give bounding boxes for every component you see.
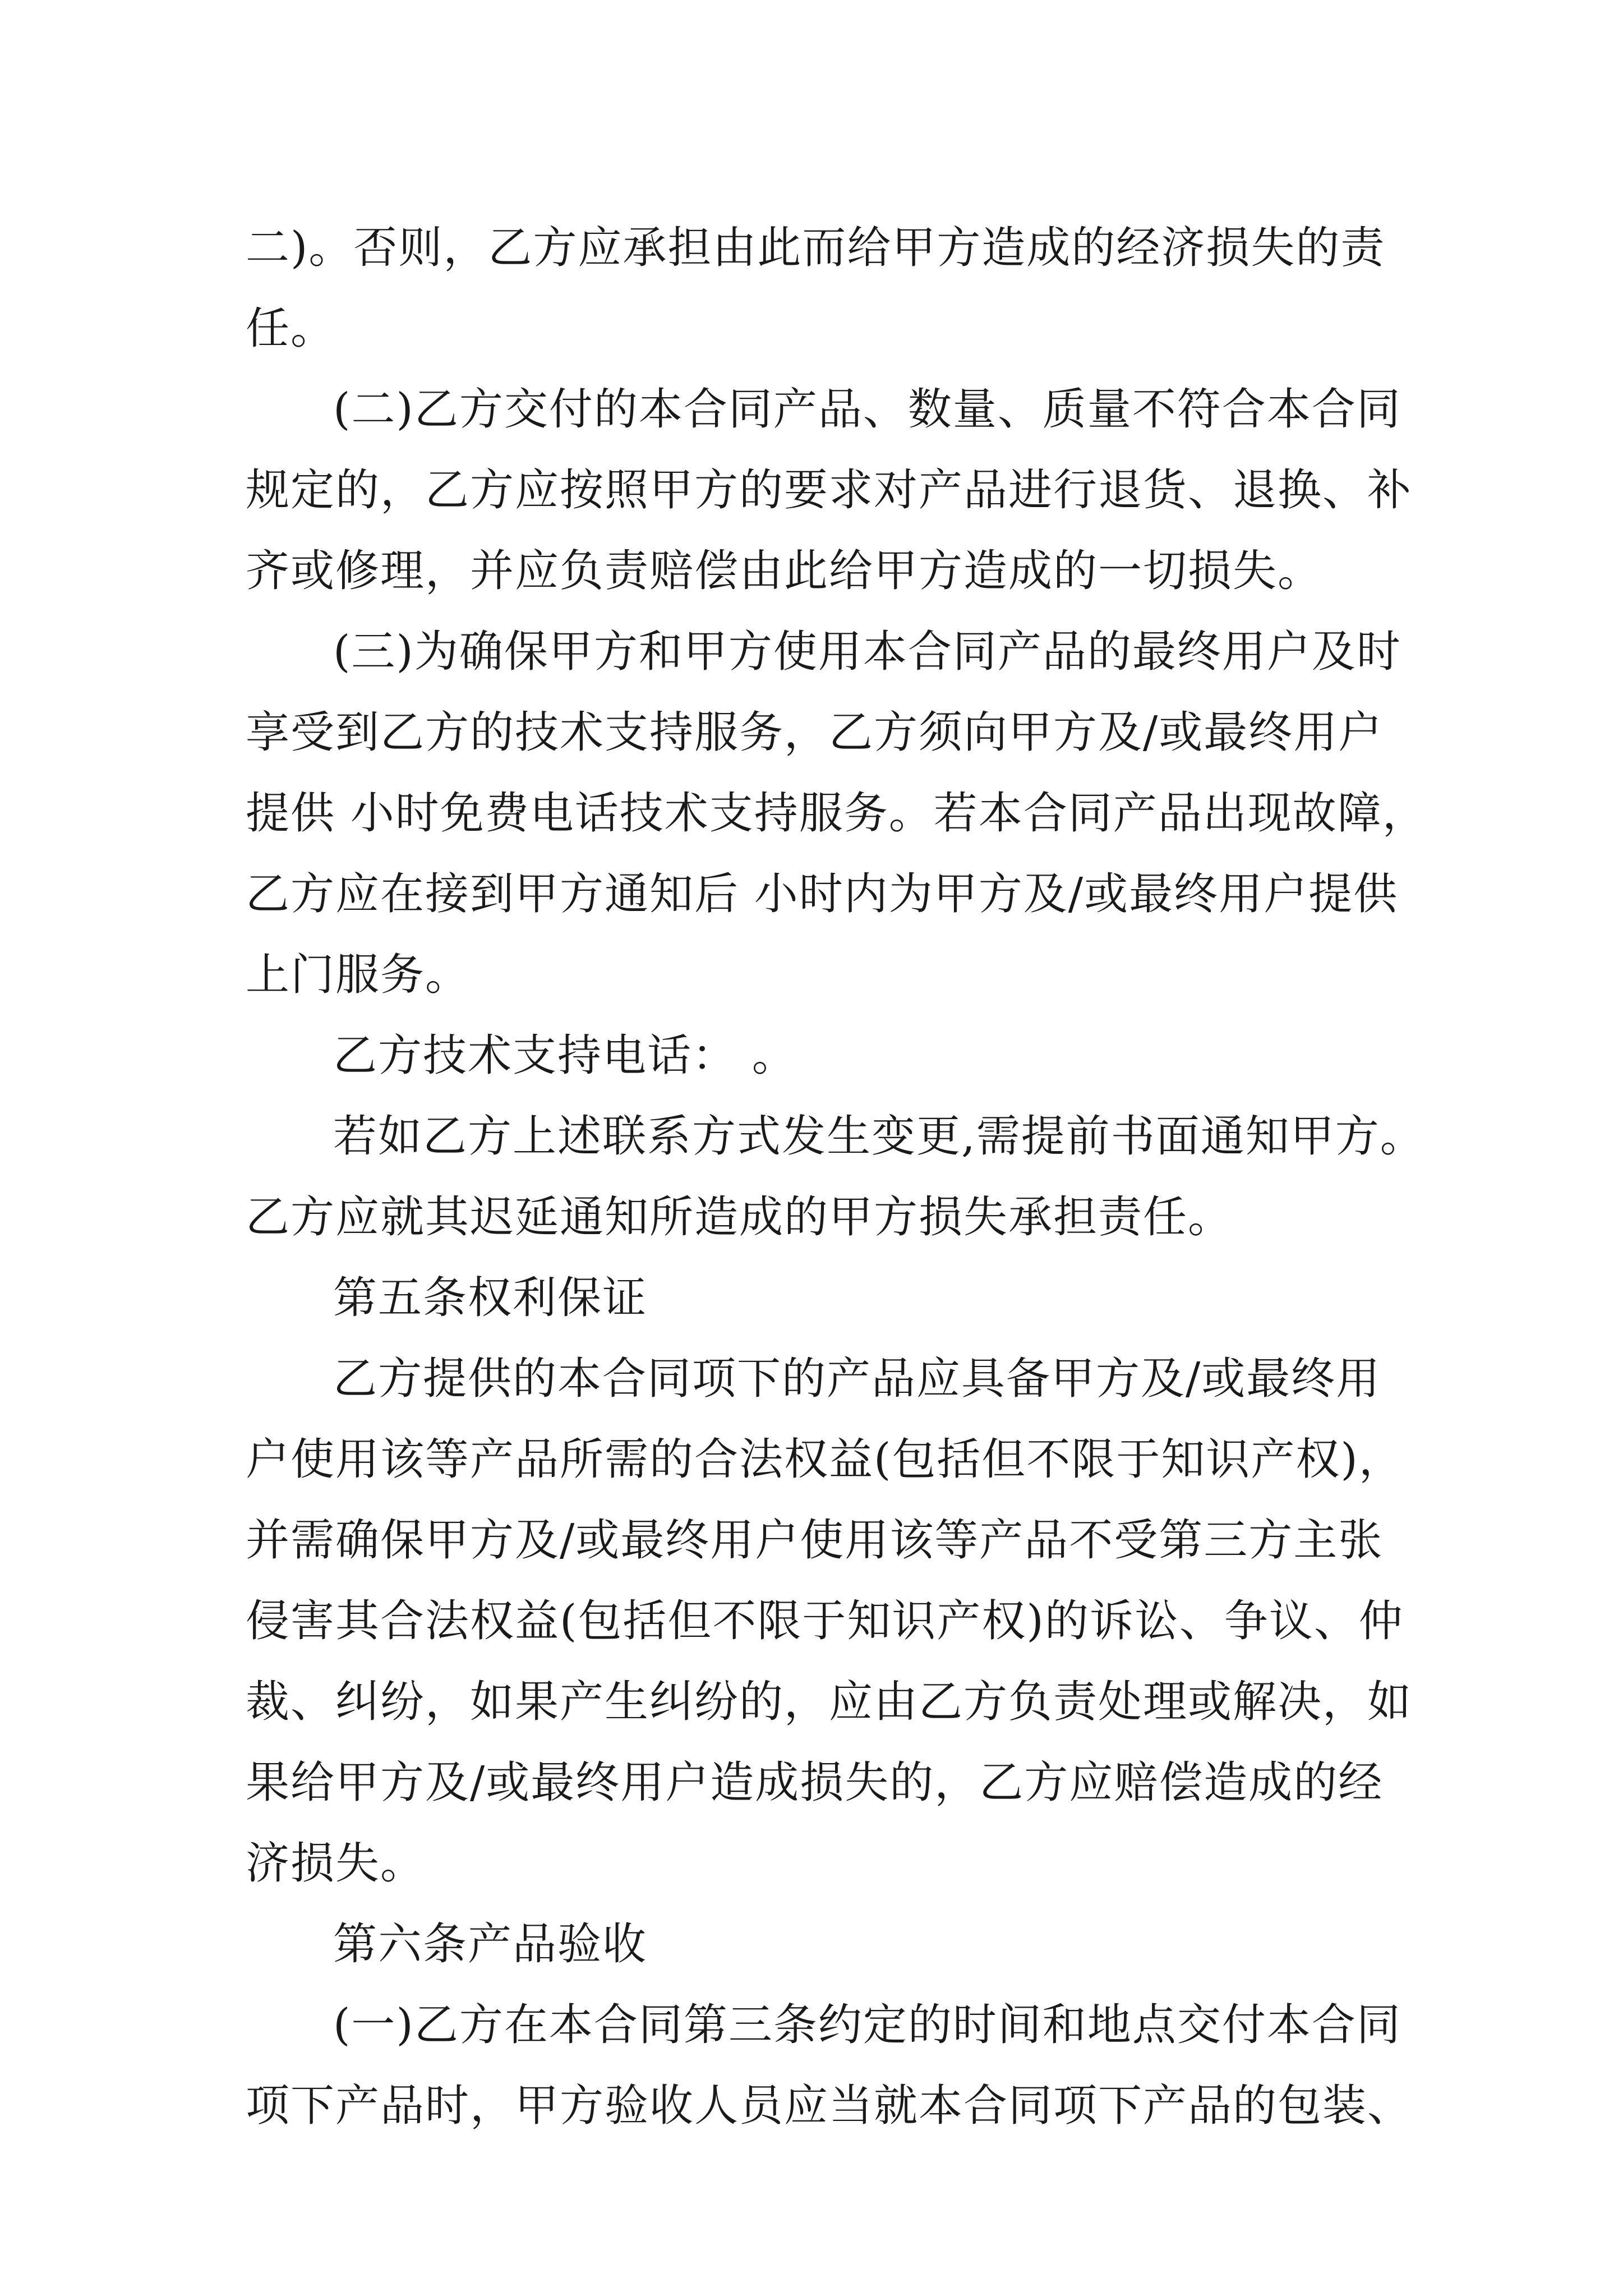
text-line: 济损失。 bbox=[246, 1838, 426, 1889]
text-line: 果给甲方及/或最终用户造成损失的，乙方应赔偿造成的经 bbox=[246, 1757, 1384, 1808]
text-line: 并需确保甲方及/或最终用户使用该等产品不受第三方主张 bbox=[246, 1515, 1384, 1566]
text-line: 若如乙方上述联系方式发生变更,需提前书面通知甲方。 bbox=[333, 1111, 1425, 1162]
text-line: 提供 小时免费电话技术支持服务。若本合同产品出现故障， bbox=[246, 788, 1427, 839]
document-body bbox=[246, 208, 1427, 2146]
section-heading: 第六条产品验收 bbox=[333, 1919, 648, 1970]
text-line: (一)乙方在本合同第三条约定的时间和地点交付本合同 bbox=[333, 2000, 1401, 2050]
text-line: (三)为确保甲方和甲方使用本合同产品的最终用户及时 bbox=[333, 627, 1401, 677]
text-line: 项下产品时，甲方验收人员应当就本合同项下产品的包装、 bbox=[246, 2081, 1413, 2131]
section-heading: 第五条权利保证 bbox=[333, 1273, 648, 1323]
text-line: 规定的，乙方应按照甲方的要求对产品进行退货、退换、补 bbox=[246, 465, 1413, 516]
text-line: 任。 bbox=[246, 303, 336, 354]
text-line: 上门服务。 bbox=[246, 950, 471, 1000]
text-line: 乙方应在接到甲方通知后 小时内为甲方及/或最终用户提供 bbox=[246, 869, 1399, 919]
text-line: 户使用该等产品所需的合法权益(包括但不限于知识产权)， bbox=[246, 1434, 1404, 1485]
text-line: 乙方技术支持电话： 。 bbox=[333, 1030, 797, 1081]
text-line: 享受到乙方的技术支持服务，乙方须向甲方及/或最终用户 bbox=[246, 707, 1384, 758]
text-line: (二)乙方交付的本合同产品、数量、质量不符合本合同 bbox=[333, 384, 1401, 435]
text-line: 裁、纠纷，如果产生纠纷的，应由乙方负责处理或解决，如 bbox=[246, 1677, 1413, 1727]
text-line: 乙方提供的本合同项下的产品应具备甲方及/或最终用 bbox=[333, 1354, 1381, 1404]
text-line: 乙方应就其迟延通知所造成的甲方损失承担责任。 bbox=[246, 1192, 1233, 1243]
text-line: 侵害其合法权益(包括但不限于知识产权)的诉讼、争议、仲 bbox=[246, 1596, 1404, 1646]
text-line: 齐或修理，并应负责赔偿由此给甲方造成的一切损失。 bbox=[246, 546, 1323, 596]
text-line: 二)。否则，乙方应承担由此而给甲方造成的经济损失的责 bbox=[246, 223, 1386, 273]
